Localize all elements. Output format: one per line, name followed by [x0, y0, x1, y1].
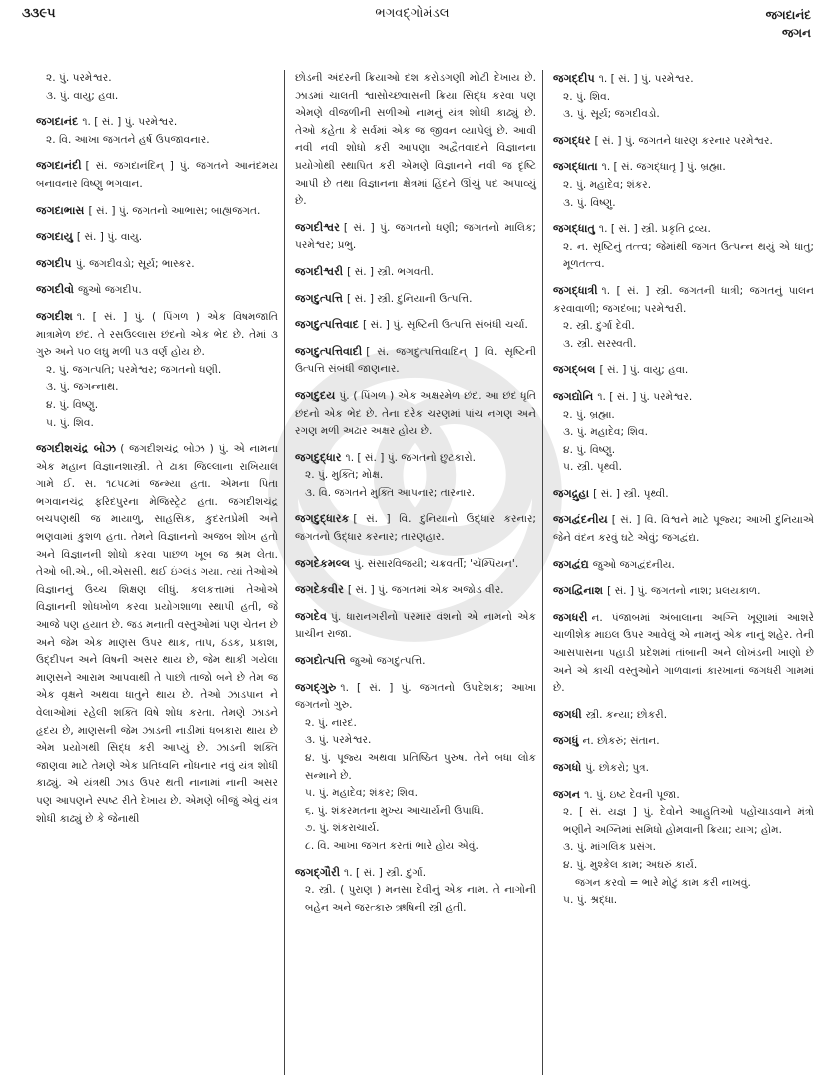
entry-headword: જગદુત્પત્તિવાદ [295, 318, 359, 332]
entry-headword: જગધી [553, 707, 582, 721]
guide-words [766, 6, 811, 42]
entry-definition: [ સં. ] પું. જગતનો આભાસ; બાહ્યજગત. [88, 204, 261, 217]
dictionary-entry [553, 706, 814, 725]
entry-definition: ( જગદીશચંદ્ર બોઝ ) પું. એ નામના એક મહાન વિજ્ઞાનશાસ્ત્રી. તે ઢાકા જિલ્લાના રાખિયાલ ગામે ઈ. સ. ૧૮૫૮માં જન્મ્યા હતા. એમના પિતા ભગવાનચંદ્ર ફરિદપુરના મેજિસ્ટ્રેટ હતા. જગદીશચંદ્ર બચપણથી જ માયાળુ, સાહસિક, કુદરતપ્રેમી અને ભણવામાં કુશળ હતા. તેમને વિજ્ઞાનનો અજબ શોખ હતો અને વિજ્ઞાનની શોધો કરવા પાછળ ખૂબ જ શ્રમ લેતા. તેઓ બી.એ., બી.એસસી. થઈ ઇંગ્લંડ ગયા. ત્યાં તેઓએ વિજ્ઞાનનું ઉચ્ચ શિક્ષણ લીધું. કલકત્તામાં તેઓએ વિજ્ઞાનની શોધખોળ કરવા પ્રયોગશાળા સ્થાપી હતી, જે આજે પણ હયાત છે. જડ મનાતી વસ્તુઓમાં પણ ચેતન છે અને જેમ એક માણસ ઉપર થાક, તાપ, ઠંડક, પ્રકાશ, ઉદ્દીપન અને વિષની અસર થાય છે, જેમ થાકી ગયેલા માણસને આરામ આપવાથી તે પાછો તાજો બને છે તેમ જ એક વૃક્ષને અથવા ધાતુને થાય છે. તેઓ ઝાડપાન ને વેલાઓમાં રહેલી શક્તિ વિષે શોધ કરતા. તેમણે ઝાડને હૃદય છે, માણસની જેમ ઝાડની નાડીમાં ધબકારા થાય છે એમ પ્રયોગથી સિદ્ધ કરી આપ્યું છે. ઝાડની શક્તિ જાણવા માટે તેમણે એક પ્રતિધ્વનિ નોંધનાર નવું યંત્ર શોધી કાઢ્યું. એ યંત્રથી ઝાડ ઉપર થતી નાનામાં નાની અસર પણ આપણને સ્પષ્ટ રીતે દેખાય છે. એમણે બીજું એવું યંત્ર શોધી કાઢ્યું છે કે જેનાથી [36, 443, 279, 825]
entry-definition: [ સં. ] પું. સૃષ્ટિની ઉત્પત્તિ સંબંધી ચર્ચા. [362, 319, 528, 332]
entry-sense: ૩. પું. વાયુ; હવા. [46, 89, 119, 102]
dictionary-entry [295, 316, 536, 335]
dictionary-entry [36, 281, 278, 300]
dictionary-entry [553, 511, 814, 547]
dictionary-entry [295, 510, 536, 546]
dictionary-entry [553, 158, 814, 212]
entry-headword: જગદાનંદ [36, 115, 79, 129]
entry-definition: ૧. [ સં. ] પું. જગતનો છુટકારો. [345, 451, 476, 464]
entry-sense: ૩. પું. પરમેશ્વર. [305, 734, 372, 747]
entry-headword: જગદીશ્વર [295, 220, 340, 234]
dictionary-entry [295, 608, 536, 644]
entry-sense: ૨. સ્ત્રી. ( પુરાણ ) મનસા દેવીનું એક નામ. તે નાગોની બહેન અને જરત્કારુ ઋષિની સ્ત્રી હતી. [305, 884, 536, 914]
entry-definition: ૧. પું. ઇષ્ટ દેવની પૂજા. [584, 788, 680, 801]
entry-headword: જગદુત્પત્તિ [295, 291, 344, 305]
entry-sense: ૨. પું. મુક્તિ; મોક્ષ. [305, 469, 384, 482]
dictionary-entry [36, 255, 278, 274]
entry-definition: [ સં. ] પું. જગતનો નાશ; પ્રલયકાળ. [607, 585, 761, 598]
entry-definition: ૧. [ સં. ] પું. પરમેશ્વર. [598, 73, 694, 85]
entry-sense: ૩. વિ. જગતને મુક્તિ આપનાર; તારનાર. [305, 486, 476, 499]
entry-headword: જગદ્ધાતા [553, 160, 598, 174]
dictionary-entry [295, 555, 536, 574]
entry-headword: જગદાભાસ [36, 203, 85, 217]
entry-definition: ૧. [ સં. ] પું. પરમેશ્વર. [82, 116, 178, 129]
entry-headword: જગદ્યોનિ [553, 389, 594, 403]
dictionary-entry [36, 202, 278, 221]
dictionary-columns [30, 70, 820, 1075]
entry-headword: જગદ્ગુરુ [295, 680, 337, 694]
entry-sense: ૫. સ્ત્રી. પૃથ્વી. [563, 461, 622, 474]
entry-headword: જગદીપ [36, 256, 72, 270]
entry-headword: જગદીશચંદ્ર બોઝ [36, 442, 117, 456]
dictionary-entry [553, 786, 814, 910]
entry-sense: ૩. સ્ત્રી. સરસ્વતી. [563, 337, 637, 350]
entry-sense: ૨. પું. શિવ. [563, 90, 611, 103]
entry-headword: જગદ્બલ [553, 363, 596, 377]
entry-definition: ૧. [ સં. જગદ્ધાતૃ ] પું. બ્રહ્મા. [601, 161, 726, 174]
entry-definition: [ સં. ] પું. જગતનો ધણી; જગતનો માલિક; પરમેશ્વર; પ્રભુ. [295, 221, 536, 252]
entry-headword: જગદુદય [295, 388, 336, 402]
entry-headword: જગદીવો [36, 283, 74, 297]
entry-definition: જુઓ જગદુત્પત્તિ. [349, 655, 426, 668]
entry-headword: જગદ્વિનાશ [553, 584, 604, 598]
entry-sense: ૨. વિ. આખા જગતને હર્ષ ઉપજાવનાર. [46, 133, 210, 146]
entry-headword: જગદેવ [295, 609, 327, 623]
dictionary-entry [295, 263, 536, 282]
entry-headword: જગદોત્પત્તિ [295, 654, 346, 668]
dictionary-entry [295, 290, 536, 309]
entry-sense: ૩. પું. વિષ્ણુ. [563, 196, 616, 209]
entry-sense: ૨. પું. પરમેશ્વર. [46, 72, 112, 84]
entry-definition: પું. છોકરો; પુત્ર. [585, 762, 650, 774]
entry-sense: ૨. પું. મહાદેવ; શંકર. [563, 178, 652, 191]
entry-sense: ૬. પું. શંકરમતના મુખ્ય આચાર્યની ઉપાધિ. [305, 804, 484, 817]
entry-sense: ૨. ન. સૃષ્ટિનું તત્ત્વ; જેમાંથી જગત ઉત્પન્ન થયું એ ધાતુ; મૂળતત્ત્વ. [563, 240, 814, 271]
page-number: ૩૩૯૫ [22, 6, 56, 21]
entry-sense: ૩. પું. માંગલિક પ્રસંગ. [563, 841, 657, 854]
entry-sense: ૫. પું. શ્રદ્ધા. [563, 894, 618, 907]
entry-headword: જગદ્દીપ [553, 72, 595, 85]
entry-sense: ૫. પું. શિવ. [46, 416, 94, 429]
entry-sense: ૭. પું. શંકરાચાર્ય. [305, 822, 380, 835]
column-3 [543, 70, 820, 1075]
book-title: ભગવદ્ગોમંડલ [375, 6, 450, 21]
entry-headword: જગદ્ગૌરી [295, 865, 341, 879]
entry-sense: ૨. પું. બ્રહ્મા. [563, 408, 615, 421]
entry-sense: જગન કરવો = ભારે મોટું કામ કરી નાખવું. [575, 876, 751, 889]
entry-headword: જગદુદ્ધાર [295, 450, 342, 464]
entry-definition: ૧. [ સં. ] સ્ત્રી. પ્રકૃતિ દ્રવ્ય. [598, 223, 711, 236]
entry-headword: જગન [553, 787, 581, 801]
dictionary-entry [36, 440, 278, 828]
entry-sense: ૨. સ્ત્રી. દુર્ગા દેવી. [563, 320, 635, 333]
dictionary-entry [36, 308, 278, 432]
entry-headword: જગદાનંદી [36, 159, 82, 173]
entry-sense: ૮. વિ. આખા જગત કરતાં ભારે હોય એવું. [305, 839, 479, 852]
dictionary-entry [553, 556, 814, 575]
entry-sense: ૪. પું. વિષ્ણુ. [46, 398, 99, 411]
entry-definition: જુઓ જગદ્વંદનીય. [592, 558, 675, 571]
entry-headword: જગદાયુ [36, 230, 73, 244]
entry-definition: ન. પંજાબમાં અંબાલાના અગ્નિ ખૂણામાં આશરે ચાળીશેક માઇલ ઉપર આવેલું એ નામનું એક નાનું શહેર. તેની આસપાસના પહાડી પ્રદેશમાં તાંબાની અને લોખંડની ખાણો છે અને એ કાચી વસ્તુઓને ગાળવાનાં કારખાનાં જગધરી ગામમાં છે. [553, 611, 814, 695]
entry-sense: ૨. [ સં. યજ્ઞ ] પું. દેવોને આહુતિઓ પહોંચાડવાને મંત્રો ભણીને અગ્નિમાં સમિધો હોમવાની ક્રિયા; યાગ; હોમ. [563, 806, 814, 836]
dictionary-entry [36, 228, 278, 247]
entry-sense: ૪. પું. પૂજ્ય અથવા પ્રતિષ્ઠિત પુરુષ. તેને બધા લોક સન્માને છે. [305, 752, 536, 782]
page-header [0, 0, 825, 58]
dictionary-entry [36, 113, 278, 149]
entry-headword: જગદુત્પત્તિવાદી [295, 344, 363, 358]
entry-definition: [ સં. જગદુત્પત્તિવાદિન્ ] વિ. સૃષ્ટિની ઉત્પત્તિ સંબંધી જાણનાર. [295, 345, 536, 376]
entry-headword: જગદ્ધર [553, 133, 591, 147]
entry-definition: સ્ત્રી. કન્યા; છોકરી. [585, 708, 668, 721]
dictionary-entry [295, 864, 536, 918]
entry-headword: જગદ્વંદ્ય [553, 557, 589, 571]
entry-sense: ૫. પું. મહાદેવ; શંકર; શિવ. [305, 787, 418, 800]
entry-sense: ૪. પું. વિષ્ણુ. [563, 443, 616, 456]
entry-definition: [ સં. ] વિ. વિશ્વને માટે પૂજ્ય; આખી દુનિયાએ જેને વંદન કરવું ઘટે એવું; જગદ્વંદ્ય. [553, 514, 814, 545]
entry-definition: [ સં. ] વિ. દુનિયાનો ઉદ્ધાર કરનાર; જગતનો ઉદ્ધાર કરનાર; તારણહાર. [295, 513, 536, 544]
dictionary-entry [553, 361, 814, 380]
entry-sense: ૩. પું. સૂર્ય; જગદીવડો. [563, 108, 660, 121]
entry-definition: ૧. [ સં. ] સ્ત્રી. દુર્ગા. [344, 866, 427, 879]
entry-definition: [ સં. ] પું. જગતને ધારણ કરનાર પરમેશ્વર. [594, 134, 773, 147]
entry-headword: જગદીશ [36, 309, 73, 323]
entry-headword: જગદ્ધાતુ [553, 222, 595, 236]
dictionary-entry [36, 70, 278, 105]
guide-word-last: જગન [781, 26, 811, 40]
entry-headword: જગદ્ધાત્રી [553, 283, 598, 297]
entry-definition: પું. ધારાનગરીનો પરમાર વંશનો એ નામનો એક પ્રાચીન રાજા. [295, 610, 536, 641]
entry-definition: પું. સંસારવિજયી; ચક્રવર્તી; 'ચૅમ્પિયન'. [354, 557, 519, 570]
entry-definition: [ સં. ] પું. વાયુ; હવા. [599, 364, 689, 377]
entry-definition: [ સં. ] સ્ત્રી. ભગવતી. [347, 265, 434, 278]
dictionary-entry [553, 609, 814, 698]
column-2 [285, 70, 543, 1075]
entry-headword: જગદેકવીર [295, 583, 344, 597]
entry-headword: જગદેકમલ્લ [295, 556, 351, 570]
entry-headword: જગદીશ્વરી [295, 264, 344, 278]
entry-headword: જગદુદ્ધારક [295, 512, 350, 526]
guide-word-first: જગદાનંદ [765, 8, 811, 22]
entry-headword: જગધો [553, 761, 582, 774]
dictionary-entry [553, 132, 814, 151]
dictionary-entry [295, 70, 536, 211]
entry-definition: [ સં. ] સ્ત્રી. દુનિયાની ઉત્પત્તિ. [347, 292, 473, 305]
entry-definition: છોડની અંદરની ક્રિયાઓ દશ કરોડગણી મોટી દેખાય છે. ઝાડમાં ચાલતી શ્વાસોચ્છ્વાસની ક્રિયા સિદ્ધ કરવા પણ એમણે વીજળીની સળીઓ નામનું યંત્ર શોધી કાઢ્યું છે. તેઓ કહેતા કે સર્વમાં એક જ જીવન વ્યાપેલું છે. આવી નવી નવી શોધો કરી આપણા અદ્વૈતવાદને વિજ્ઞાનના પ્રયોગોથી સ્થાપિત કરી એમણે વિજ્ઞાનને નવી જ દૃષ્ટિ આપી છે તથા વિજ્ઞાનના ક્ષેત્રમાં હિંદને ઊંચું પદ અપાવ્યું છે. [295, 72, 536, 208]
entry-sense: ૩. પું. જગન્નાથ. [46, 381, 119, 394]
dictionary-entry [295, 219, 536, 255]
entry-definition: ૧. [ સં. ] પું. ( પિંગળ ) એક વિષમજાતિ માત્રામેળ છંદ. તે રસઉલ્લાસ છંદનો એક ભેદ છે. તેમાં ૩ ગુરુ અને ૫૦ લઘુ મળી ૫૩ વર્ણ હોય છે. [36, 310, 278, 359]
dictionary-entry [553, 220, 814, 274]
entry-headword: જગદ્વંદનીય [553, 513, 608, 527]
dictionary-entry [295, 343, 536, 379]
dictionary-entry [295, 679, 536, 856]
dictionary-entry [553, 582, 814, 601]
dictionary-entry [295, 449, 536, 503]
entry-definition: [ સં. ] પું. વાયુ. [76, 231, 143, 244]
entry-definition: પું. ( પિંગળ ) એક અક્ષરમેળ છંદ. આ છંદ ધૃતિ છંદનો એક ભેદ છે. તેના દરેક ચરણમાં પાંચ નગણ અને રગણ મળી અઢાર અક્ષર હોય છે. [295, 389, 536, 438]
entry-headword: જગધું [553, 734, 579, 748]
entry-definition: જુઓ જગદીપ. [77, 284, 142, 297]
dictionary-entry [553, 759, 814, 778]
dictionary-entry [553, 732, 814, 751]
entry-definition: ૧. [ સં. ] પું. જગતનો ઉપદેશક; આખા જગતનો ગુરુ. [295, 681, 536, 712]
dictionary-entry [553, 70, 814, 124]
entry-sense: ૨. પું. નારદ. [305, 716, 357, 729]
entry-sense: ૩. પું. મહાદેવ; શિવ. [563, 426, 648, 439]
entry-definition: [ સં. જગદાનંદિન્ ] પું. જગતને આનંદમય બનાવનાર વિષ્ણુ ભગવાન. [36, 160, 278, 190]
entry-definition: ૧. [ સં. ] પું. પરમેશ્વર. [597, 390, 693, 403]
dictionary-entry [553, 388, 814, 477]
dictionary-entry [295, 387, 536, 441]
dictionary-entry [553, 485, 814, 504]
dictionary-entry [295, 652, 536, 671]
entry-definition: ન. છોકરું; સંતાન. [582, 735, 660, 748]
dictionary-entry [295, 581, 536, 600]
dictionary-entry [36, 157, 278, 193]
entry-definition: ૧. [ સં. ] સ્ત્રી. જગતની ધાત્રી; જગતનું પાલન કરવાવાળી; જગદંબા; પરમેશ્વરી. [553, 284, 814, 315]
entry-sense: ૨. પું. જગત્પતિ; પરમેશ્વર; જગતનો ધણી. [46, 363, 222, 376]
entry-definition: [ સં. ] સ્ત્રી. પૃથ્વી. [593, 487, 669, 500]
column-1 [30, 70, 285, 1075]
entry-headword: જગધરી [553, 610, 588, 624]
dictionary-entry [553, 282, 814, 353]
entry-sense: ૪. પું. મુશ્કેલ કામ; અઘરું કાર્ય. [563, 858, 698, 871]
entry-definition: પું. જગદીવડો; સૂર્ય; ભાસ્કર. [75, 257, 195, 270]
entry-definition: [ સં. ] પું. જગતમાં એક અજોડ વીર. [347, 584, 504, 597]
entry-headword: જગદ્રુહા [553, 486, 590, 500]
